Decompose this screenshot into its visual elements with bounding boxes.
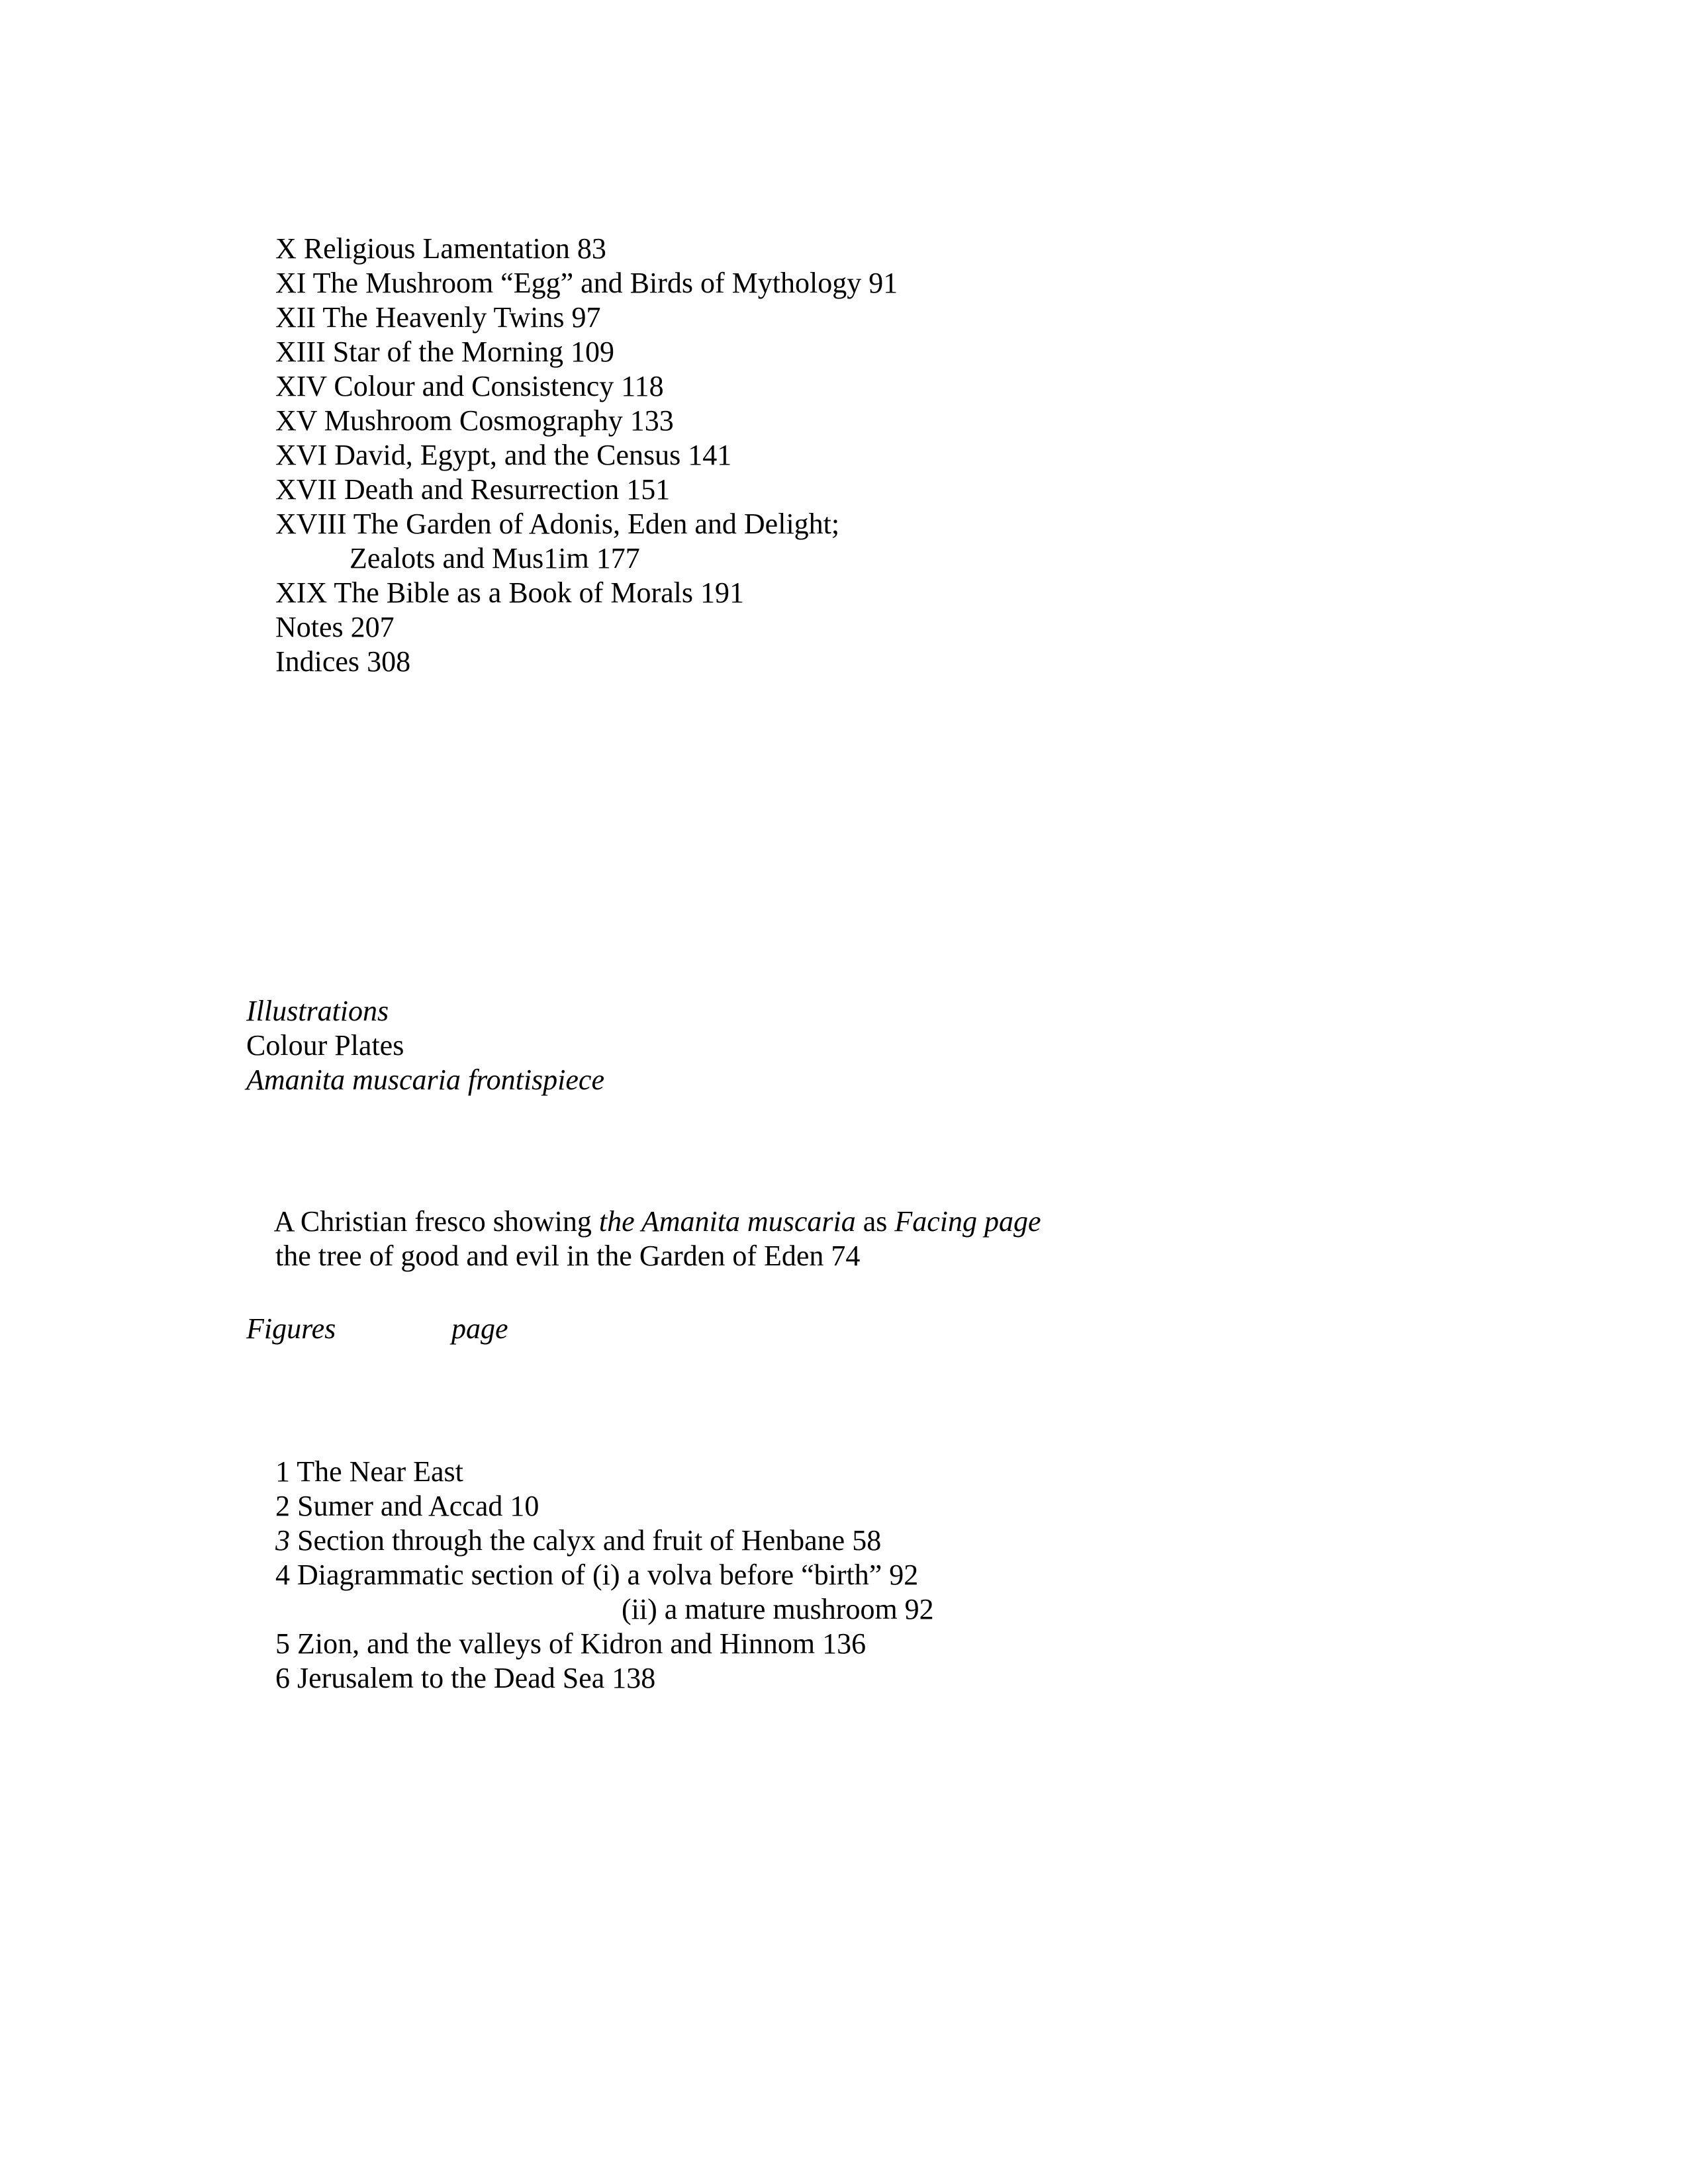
plate-species: the Amanita muscaria [598,1205,856,1238]
toc-page: 133 [630,404,674,437]
toc-title: Star of the Morning [332,336,564,368]
plate-text-mid: as [863,1205,888,1238]
toc-page: 109 [571,336,615,368]
toc-page: 97 [571,301,601,334]
figure-page: 92 [889,1559,919,1591]
toc-title: Death and Resurrection [344,473,620,506]
figure-title: Jerusalem to the Dead Sea [297,1662,605,1694]
toc-number: XVIII [275,508,347,540]
figure-page: 92 [904,1593,934,1625]
figure-title: Sumer and Accad [297,1490,503,1522]
figures-heading: Figures [246,1312,336,1345]
toc-number: XV [275,404,317,437]
toc-page: 151 [626,473,671,506]
figure-page: 136 [822,1627,867,1660]
figure-title-continuation: (ii) a mature mushroom [622,1593,898,1625]
figure-page: 138 [612,1662,656,1694]
toc-entry [246,610,410,713]
toc-page: 207 [350,611,395,643]
toc-number: XVI [275,439,328,471]
figure-number: 6 [275,1662,290,1694]
toc-title: The Heavenly Twins [322,301,565,334]
toc-page: 83 [577,232,606,265]
toc-title: Indices [275,645,360,678]
figure-number: 3 [275,1524,290,1557]
figure-number: 2 [275,1490,290,1522]
figure-page: 10 [510,1490,539,1522]
facing-page-label: Facing page [894,1205,1041,1238]
frontispiece-entry: Amanita muscaria frontispiece [246,1064,604,1096]
toc-title: The Bible as a Book of Morals [334,576,693,609]
toc-page: 177 [596,542,640,574]
toc-title: Notes [275,611,344,643]
figure-entry [246,1627,655,1730]
toc-title: The Garden of Adonis, Eden and Delight; [353,508,840,540]
toc-page: 91 [868,267,898,299]
toc-number: XII [275,301,316,334]
toc-number: XVII [275,473,337,506]
toc-number: XIX [275,576,328,609]
toc-number: XI [275,267,306,299]
toc-title: Religious Lamentation [303,232,570,265]
toc-number: X [275,232,297,265]
toc-page: 141 [688,439,732,471]
figures-page-label: page [451,1312,508,1345]
colour-plates-heading: Colour Plates [246,1029,404,1062]
figure-title: Section through the calyx and fruit of Henbane [297,1524,845,1557]
toc-title: The Mushroom “Egg” and Birds of Mythology [312,267,862,299]
toc-title: David, Egypt, and the Census [334,439,681,471]
toc-number: XIII [275,336,326,368]
plate-text: A Christian fresco showing [273,1205,592,1238]
figure-title: Diagrammatic section of (i) a volva before “birth” [297,1559,882,1591]
figure-number: 1 [275,1455,290,1488]
toc-page: 118 [621,370,664,402]
plate-page: 74 [831,1240,861,1272]
figure-page: 58 [852,1524,882,1557]
illustrations-heading: Illustrations [246,995,389,1027]
figure-title: Zion, and the valleys of Kidron and Hinnom [297,1627,816,1660]
plate-text-line2: the tree of good and evil in the Garden of Eden [275,1240,824,1272]
toc-title-continuation: Zealots and Mus1im [350,542,589,574]
figure-title: The Near East [297,1455,463,1488]
figure-number: 4 [275,1559,290,1591]
toc-title: Mushroom Cosmography [324,404,623,437]
toc-number: XIV [275,370,327,402]
toc-page: 308 [367,645,411,678]
toc-title: Colour and Consistency [334,370,614,402]
figure-number: 5 [275,1627,290,1660]
plate-entry-continuation [246,1205,860,1308]
toc-page: 191 [700,576,744,609]
